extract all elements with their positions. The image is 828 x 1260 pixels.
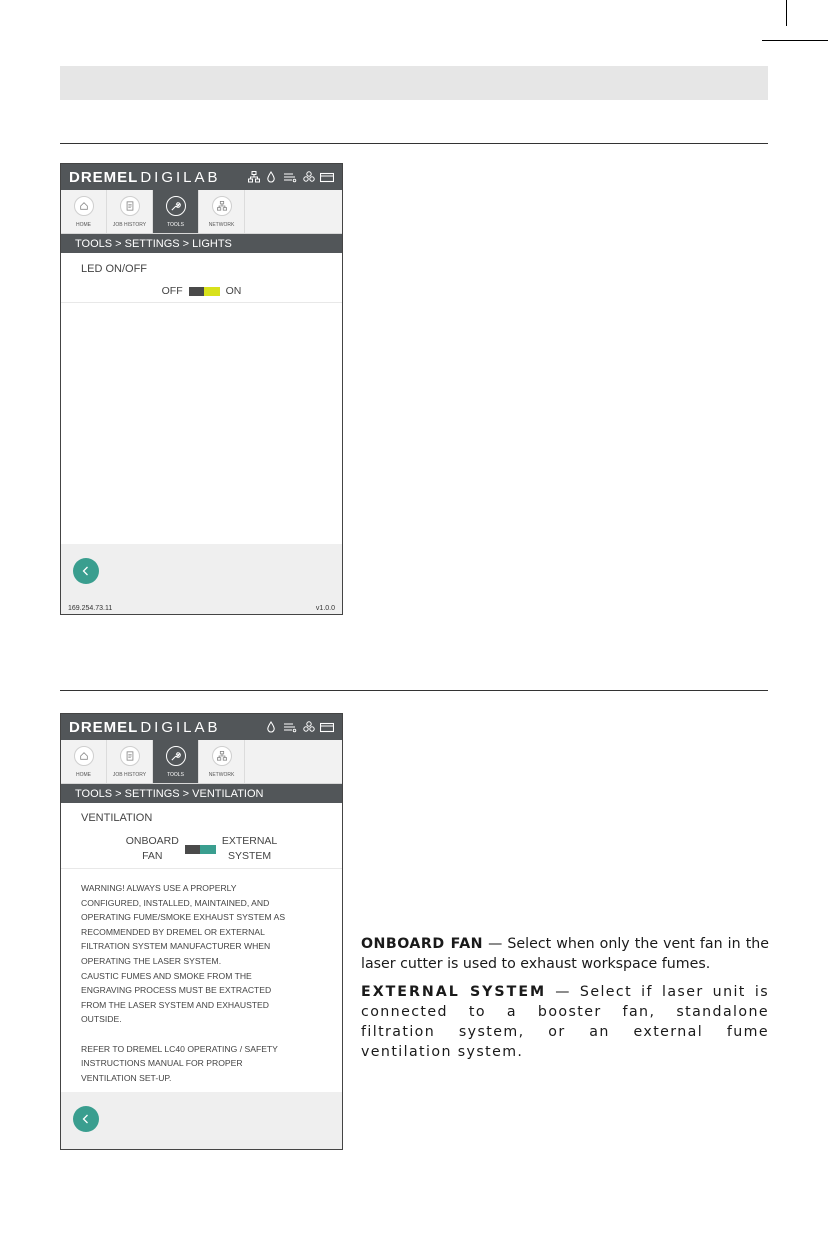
brand-logo: DREMEL DIGILAB <box>69 168 221 186</box>
wrench-icon <box>170 751 181 762</box>
tab-network[interactable]: NETWORK <box>199 740 245 783</box>
fan-icon <box>303 721 315 733</box>
tab-home[interactable]: HOME <box>61 190 107 233</box>
water-drop-icon <box>265 171 277 183</box>
home-icon <box>79 751 89 761</box>
external-system-label: EXTERNAL SYSTEM <box>221 835 278 862</box>
network-icon <box>217 751 227 761</box>
footer-area <box>61 1092 342 1150</box>
ventilation-screen <box>60 713 343 1150</box>
lights-screen <box>60 163 343 615</box>
chevron-left-icon <box>80 1113 92 1125</box>
setting-title: LED ON/OFF <box>81 263 148 275</box>
chevron-left-icon <box>80 565 92 577</box>
onboard-fan-label: ONBOARD FAN <box>125 835 179 862</box>
status-line <box>68 605 335 612</box>
ventilation-toggle[interactable] <box>185 845 216 854</box>
tab-job-history[interactable]: JOB HISTORY <box>107 190 153 233</box>
crop-mark-vertical <box>786 0 787 26</box>
airflow-icon <box>282 721 298 733</box>
network-icon <box>248 171 260 183</box>
version: v1.0.0 <box>315 605 335 612</box>
breadcrumb: TOOLS > SETTINGS > LIGHTS <box>61 234 342 253</box>
airflow-icon <box>282 171 298 183</box>
ip-address: 169.254.73.11 <box>68 605 113 612</box>
water-drop-icon <box>265 721 277 733</box>
led-toggle-row <box>61 285 342 297</box>
app-header <box>61 164 342 190</box>
section-rule-2 <box>60 690 768 691</box>
ventilation-setting <box>61 803 342 869</box>
breadcrumb: TOOLS > SETTINGS > VENTILATION <box>61 784 342 803</box>
home-icon <box>79 201 89 211</box>
app-header <box>61 714 342 740</box>
brand-logo: DREMEL DIGILAB <box>69 718 221 736</box>
fan-icon <box>303 171 315 183</box>
status-icons <box>265 721 334 733</box>
card-icon <box>320 171 334 183</box>
tab-tools[interactable]: TOOLS <box>153 190 199 233</box>
status-icons <box>248 171 334 183</box>
document-icon <box>125 751 135 761</box>
document-icon <box>125 201 135 211</box>
tab-tools[interactable]: TOOLS <box>153 740 199 783</box>
nav-tabs <box>61 740 342 784</box>
onboard-fan-description: ONBOARD FAN — Select when only the vent fan in the laser cutter is used to exhaust workspace fumes. <box>361 936 769 972</box>
led-setting <box>61 253 342 303</box>
ventilation-toggle-row <box>61 834 342 864</box>
tab-network[interactable]: NETWORK <box>199 190 245 233</box>
back-button[interactable] <box>73 1106 99 1132</box>
network-icon <box>217 201 227 211</box>
header-band <box>60 66 768 100</box>
external-system-description: EXTERNAL SYSTEM — Select if laser unit is connected to a booster fan, standalone filtration system, or an external fume ventilation system. <box>361 984 769 1060</box>
tab-job-history[interactable]: JOB HISTORY <box>107 740 153 783</box>
tab-home[interactable]: HOME <box>61 740 107 783</box>
ventilation-warning: WARNING! ALWAYS USE A PROPERLY CONFIGURED, INSTALLED, MAINTAINED, AND OPERATING FUME/SMOKE EXHAUST SYSTEM AS RECOMMENDED BY DREMEL OR EXTERNAL FILTRATION SYSTEM MANUFACTURER WHEN OPERATING THE LASER SYSTEM. CAUSTIC FUMES AND SMOKE FROM THE ENGRAVING PROCESS MUST BE EXTRACTED FROM THE LASER SYSTEM AND EXHAUSTED OUTSIDE. REFER TO DREMEL LC40 OPERATING / SAFETY INSTRUCTIONS MANUAL FOR PROPER VENTILATION SET-UP. <box>81 883 286 1083</box>
toggle-on-label: ON <box>225 285 242 297</box>
ventilation-description <box>361 934 769 1070</box>
setting-title: VENTILATION <box>81 812 153 824</box>
led-toggle[interactable] <box>189 287 220 296</box>
back-button[interactable] <box>73 558 99 584</box>
section-rule-1 <box>60 143 768 144</box>
nav-tabs <box>61 190 342 234</box>
card-icon <box>320 721 334 733</box>
toggle-off-label: OFF <box>161 285 183 297</box>
crop-mark-horizontal <box>762 40 828 41</box>
wrench-icon <box>170 201 181 212</box>
